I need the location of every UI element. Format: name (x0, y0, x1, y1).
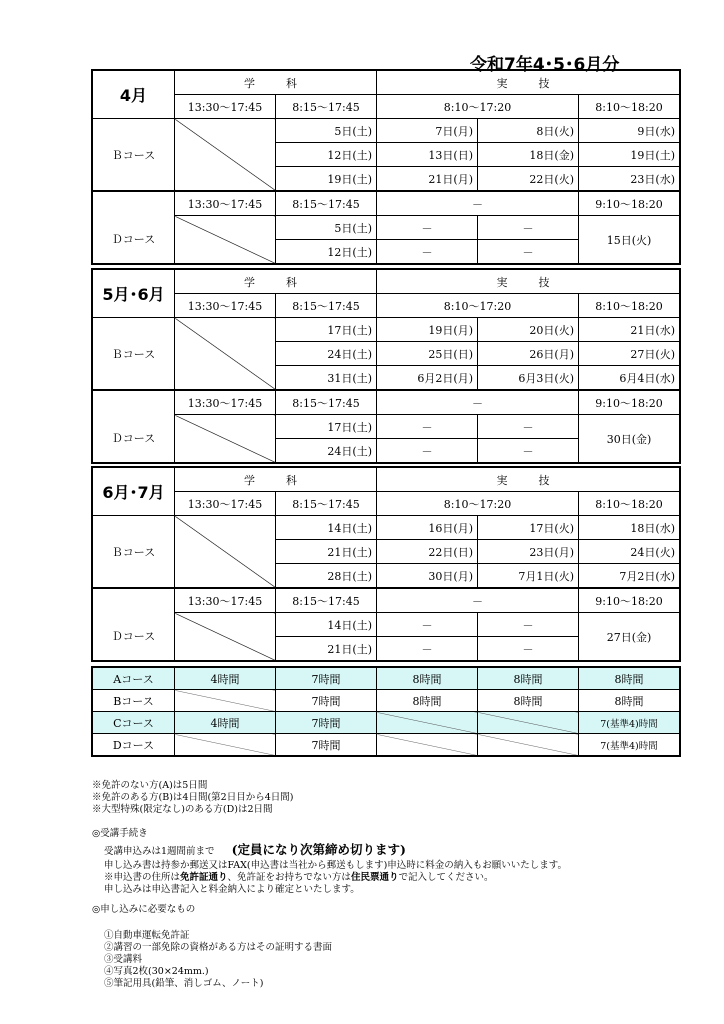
empty-diagonal (175, 613, 276, 661)
date-cell: 14日(土) (276, 516, 377, 540)
time-cell: 13:30～17:45 (175, 95, 276, 119)
date-cell: 31日(土) (276, 366, 377, 391)
note-emph: 免許証通り (180, 872, 228, 883)
date-cell: 27日(金) (579, 613, 680, 661)
hours-c-label: Cコース (93, 712, 175, 734)
hours-cell: 7時間 (276, 668, 377, 690)
date-cell: 6月3日(火) (478, 366, 579, 391)
date-cell: 19日(土) (579, 143, 680, 167)
dash-cell: － (377, 637, 478, 661)
gakka-header: 学 科 (175, 468, 377, 492)
date-cell: 24日(土) (276, 439, 377, 463)
date-cell: 27日(火) (579, 342, 680, 366)
date-cell: 5日(土) (276, 119, 377, 143)
hours-cell: 7時間 (276, 690, 377, 712)
hours-table (92, 667, 680, 756)
hours-empty (175, 690, 276, 712)
time-cell: 8:10～18:20 (579, 492, 680, 516)
requirement-item: ②講習の一部免除の資格がある方はその証明する書面 (104, 942, 333, 953)
date-cell: 21日(月) (377, 167, 478, 192)
hours-cell: 8時間 (377, 668, 478, 690)
dash-cell: － (478, 415, 579, 439)
note-emph: 住民票通り (350, 872, 399, 883)
hours-empty (175, 734, 276, 756)
date-cell: 7月2日(水) (579, 564, 680, 589)
date-cell: 7日(月) (377, 119, 478, 143)
hours-d-label: Dコース (93, 734, 175, 756)
date-cell: 9日(水) (579, 119, 680, 143)
hours-cell: 7時間 (276, 734, 377, 756)
dash-cell: － (377, 415, 478, 439)
empty-diagonal (175, 415, 276, 463)
time-cell: 8:15～17:45 (276, 191, 377, 216)
date-cell: 23日(水) (579, 167, 680, 192)
date-cell: 30日(月) (377, 564, 478, 589)
hours-cell: 8時間 (478, 668, 579, 690)
date-cell: 21日(水) (579, 318, 680, 342)
note-line: 申し込みは申込書記入と料金納入により確定といたします。 (104, 884, 360, 895)
hours-cell: 8時間 (579, 690, 680, 712)
note-line: ※免許のない方(A)は5日間 (92, 780, 208, 791)
hours-cell: 7(基準4)時間 (579, 712, 680, 734)
requirements-heading: ◎申し込みに必要なもの (92, 904, 196, 915)
date-cell: 6月2日(月) (377, 366, 478, 391)
hours-cell: 4時間 (175, 712, 276, 734)
date-cell: 23日(月) (478, 540, 579, 564)
date-cell: 30日(金) (579, 415, 680, 463)
dash-cell: － (377, 613, 478, 637)
note-text: で記入してください。 (398, 872, 494, 883)
time-cell: － (377, 191, 579, 216)
dash-cell: － (478, 637, 579, 661)
date-cell: 8日(火) (478, 119, 579, 143)
hours-cell: 7(基準4)時間 (579, 734, 680, 756)
date-cell: 28日(土) (276, 564, 377, 589)
date-cell: 24日(土) (276, 342, 377, 366)
date-cell: 18日(金) (478, 143, 579, 167)
time-cell: 8:10～17:20 (377, 95, 579, 119)
requirement-item: ⑤筆記用具(鉛筆、消しゴム、ノート) (104, 978, 264, 989)
time-cell: 8:10～17:20 (377, 294, 579, 318)
time-cell: 8:15～17:45 (276, 492, 377, 516)
date-cell: 5日(土) (276, 216, 377, 240)
jitsugi-header: 実 技 (377, 468, 680, 492)
month-label: 4月 (93, 71, 175, 119)
empty-diagonal (175, 119, 276, 192)
requirement-item: ③受講料 (104, 954, 143, 965)
jitsugi-header: 実 技 (377, 71, 680, 95)
note-line: 受講申込みは1週間前まで (104, 846, 215, 857)
hours-cell: 4時間 (175, 668, 276, 690)
date-cell: 22日(火) (478, 167, 579, 192)
note-text: ※申込書の住所は (104, 872, 181, 883)
time-cell: － (377, 390, 579, 415)
course-d-label: Ｄコース (93, 613, 175, 661)
hours-cell: 8時間 (377, 690, 478, 712)
hours-empty (478, 712, 579, 734)
note-line: 申し込み書は持参か郵送又はFAX(申込書は当社から郵送もします)申込時に料金の納入もお願いいたします。 (104, 860, 568, 871)
requirement-item: ④写真2枚(30×24mm.) (104, 966, 209, 977)
course-d-label: Ｄコース (93, 216, 175, 264)
time-cell: 9:10～18:20 (579, 390, 680, 415)
schedule-table (92, 467, 680, 661)
time-cell: 8:15～17:45 (276, 294, 377, 318)
date-cell: 20日(火) (478, 318, 579, 342)
time-cell: 13:30～17:45 (175, 294, 276, 318)
time-cell: 8:15～17:45 (276, 95, 377, 119)
spacer-cell (93, 390, 175, 415)
time-cell: 13:30～17:45 (175, 191, 276, 216)
course-d-label: Ｄコース (93, 415, 175, 463)
month-label: 6月･7月 (93, 468, 175, 516)
dash-cell: － (377, 216, 478, 240)
time-cell: 8:15～17:45 (276, 390, 377, 415)
schedule-table (92, 269, 680, 463)
time-cell: 8:10～18:20 (579, 95, 680, 119)
time-cell: 8:15～17:45 (276, 588, 377, 613)
empty-diagonal (175, 318, 276, 391)
date-cell: 25日(日) (377, 342, 478, 366)
dash-cell: － (478, 216, 579, 240)
date-cell: 17日(火) (478, 516, 579, 540)
hours-cell: 8時間 (579, 668, 680, 690)
requirement-item: ①自動車運転免許証 (104, 930, 190, 941)
spacer-cell (93, 191, 175, 216)
spacer-cell (93, 588, 175, 613)
dash-cell: － (377, 240, 478, 264)
course-b-label: Ｂコース (93, 516, 175, 589)
date-cell: 19日(月) (377, 318, 478, 342)
course-b-label: Ｂコース (93, 119, 175, 192)
date-cell: 18日(水) (579, 516, 680, 540)
jitsugi-header: 実 技 (377, 270, 680, 294)
month-label: 5月･6月 (93, 270, 175, 318)
date-cell: 26日(月) (478, 342, 579, 366)
date-cell: 21日(土) (276, 637, 377, 661)
dash-cell: － (478, 240, 579, 264)
date-cell: 7月1日(火) (478, 564, 579, 589)
date-cell: 12日(土) (276, 240, 377, 264)
date-cell: 24日(火) (579, 540, 680, 564)
hours-cell: 7時間 (276, 712, 377, 734)
date-cell: 15日(火) (579, 216, 680, 264)
time-cell: 9:10～18:20 (579, 191, 680, 216)
hours-empty (478, 734, 579, 756)
date-cell: 6月4日(水) (579, 366, 680, 391)
time-cell: 8:10～18:20 (579, 294, 680, 318)
hours-b-label: Bコース (93, 690, 175, 712)
note-line: ※免許のある方(B)は4日間(第2日目から4日間) (92, 792, 294, 803)
time-cell: 13:30～17:45 (175, 492, 276, 516)
course-b-label: Ｂコース (93, 318, 175, 391)
deadline-note: (定員になり次第締め切ります) (231, 842, 406, 857)
note-text: 、免許証をお持ちでない方は (227, 872, 351, 883)
schedule-table (92, 70, 680, 264)
date-cell: 17日(土) (276, 415, 377, 439)
page-title: 令和7年4･5･6月分 (470, 55, 620, 75)
time-cell: 13:30～17:45 (175, 588, 276, 613)
hours-cell: 8時間 (478, 690, 579, 712)
date-cell: 16日(月) (377, 516, 478, 540)
empty-diagonal (175, 516, 276, 589)
procedure-heading: ◎受講手続き (92, 828, 148, 839)
time-cell: － (377, 588, 579, 613)
dash-cell: － (478, 439, 579, 463)
empty-diagonal (175, 216, 276, 264)
notes (92, 780, 692, 990)
date-cell: 17日(土) (276, 318, 377, 342)
time-cell: 13:30～17:45 (175, 390, 276, 415)
gakka-header: 学 科 (175, 71, 377, 95)
dash-cell: － (478, 613, 579, 637)
time-cell: 8:10～17:20 (377, 492, 579, 516)
dash-cell: － (377, 439, 478, 463)
hours-empty (377, 712, 478, 734)
date-cell: 12日(土) (276, 143, 377, 167)
hours-a-label: Aコース (93, 668, 175, 690)
gakka-header: 学 科 (175, 270, 377, 294)
date-cell: 14日(土) (276, 613, 377, 637)
date-cell: 22日(日) (377, 540, 478, 564)
time-cell: 9:10～18:20 (579, 588, 680, 613)
hours-empty (377, 734, 478, 756)
note-line: ※大型特殊(限定なし)のある方(D)は2日間 (92, 804, 273, 815)
date-cell: 19日(土) (276, 167, 377, 192)
date-cell: 13日(日) (377, 143, 478, 167)
date-cell: 21日(土) (276, 540, 377, 564)
